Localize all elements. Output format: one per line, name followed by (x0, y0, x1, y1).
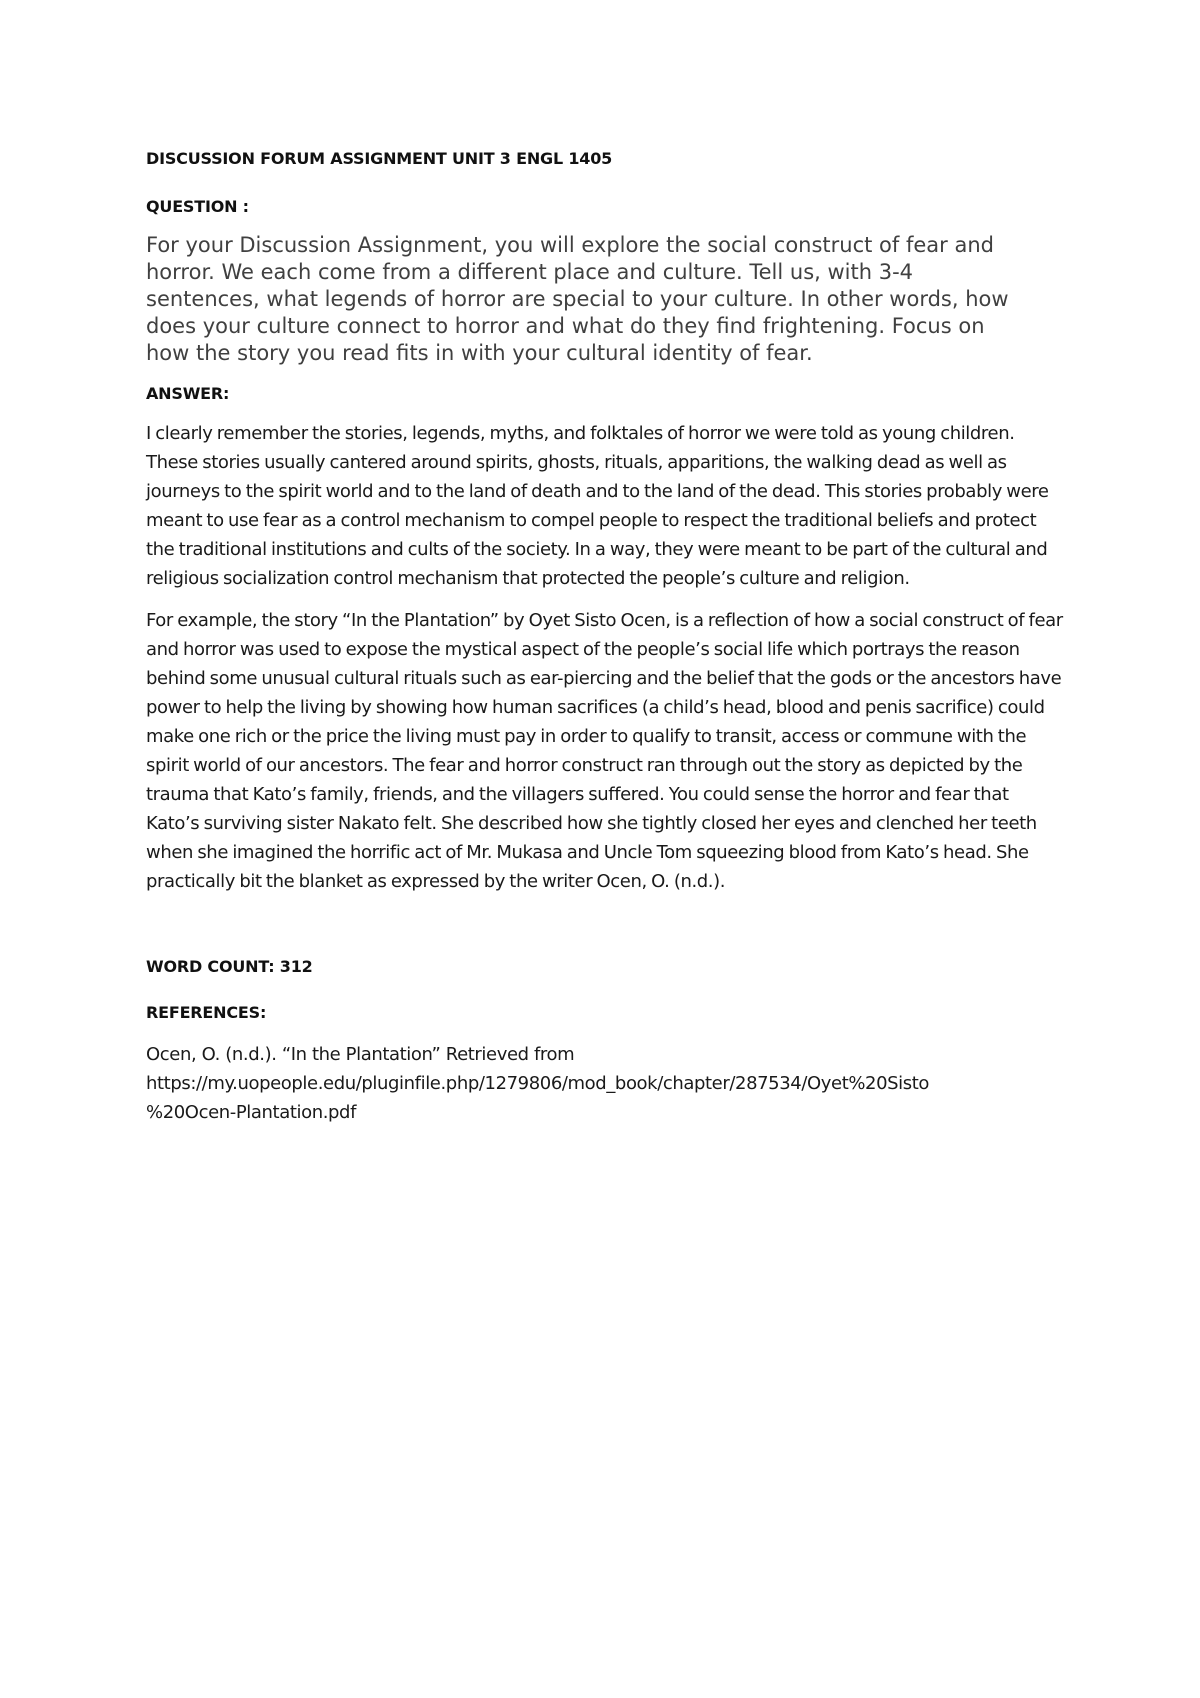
document-title: DISCUSSION FORUM ASSIGNMENT UNIT 3 ENGL 1405 (146, 149, 613, 168)
answer-label: ANSWER: (146, 384, 230, 403)
reference-url-line: https://my.uopeople.edu/pluginfile.php/1279806/mod_book/chapter/287534/Oyet%20Sisto (146, 1073, 930, 1094)
word-count: WORD COUNT: 312 (146, 957, 313, 976)
reference-line: Ocen, O. (n.d.). “In the Plantation” Retrieved from (146, 1044, 575, 1065)
question-text: For your Discussion Assignment, you will explore the social construct of fear and horror. We each come from a different place and culture. Tell us, with 3-4 sentences, what legends of horror are special to your culture. In other words, how does your culture connect to horror and what do they find frightening. Focus on how the story you read fits in with your cultural identity of fear. (146, 233, 1009, 365)
answer-paragraph: For example, the story “In the Plantation” by Oyet Sisto Ocen, is a reflection of how a social construct of fear and horror was used to expose the mystical aspect of the people’s social life which portrays the reason behind some unusual cultural rituals such as ear-piercing and the belief that the gods or the ancestors have power to help the living by showing how human sacrifices (a child’s head, blood and penis sacrifice) could make one rich or the price the living must pay in order to qualify to transit, access or commune with the spirit world of our ancestors. The fear and horror construct ran through out the story as depicted by the trauma that Kato’s family, friends, and the villagers suffered. You could sense the horror and fear that Kato’s surviving sister Nakato felt. She described how she tightly closed her eyes and clenched her teeth when she imagined the horrific act of Mr. Mukasa and Uncle Tom squeezing blood from Kato’s head. She practically bit the blanket as expressed by the writer Ocen, O. (n.d.). (146, 610, 1063, 892)
answer-paragraph: I clearly remember the stories, legends, myths, and folktales of horror we were told as young children. These stories usually cantered around spirits, ghosts, rituals, apparitions, the walking dead as well as journeys to the spirit world and to the land of death and to the land of the dead. This stories probably were meant to use fear as a control mechanism to compel people to respect the traditional beliefs and protect the traditional institutions and cults of the society. In a way, they were meant to be part of the cultural and religious socialization control mechanism that protected the people’s culture and religion. (146, 423, 1049, 589)
reference-entry (146, 1040, 1066, 1127)
reference-url-line: %20Ocen-Plantation.pdf (146, 1102, 357, 1123)
document-body (146, 148, 1066, 1127)
question-label: QUESTION : (146, 197, 249, 216)
references-label: REFERENCES: (146, 1003, 267, 1022)
